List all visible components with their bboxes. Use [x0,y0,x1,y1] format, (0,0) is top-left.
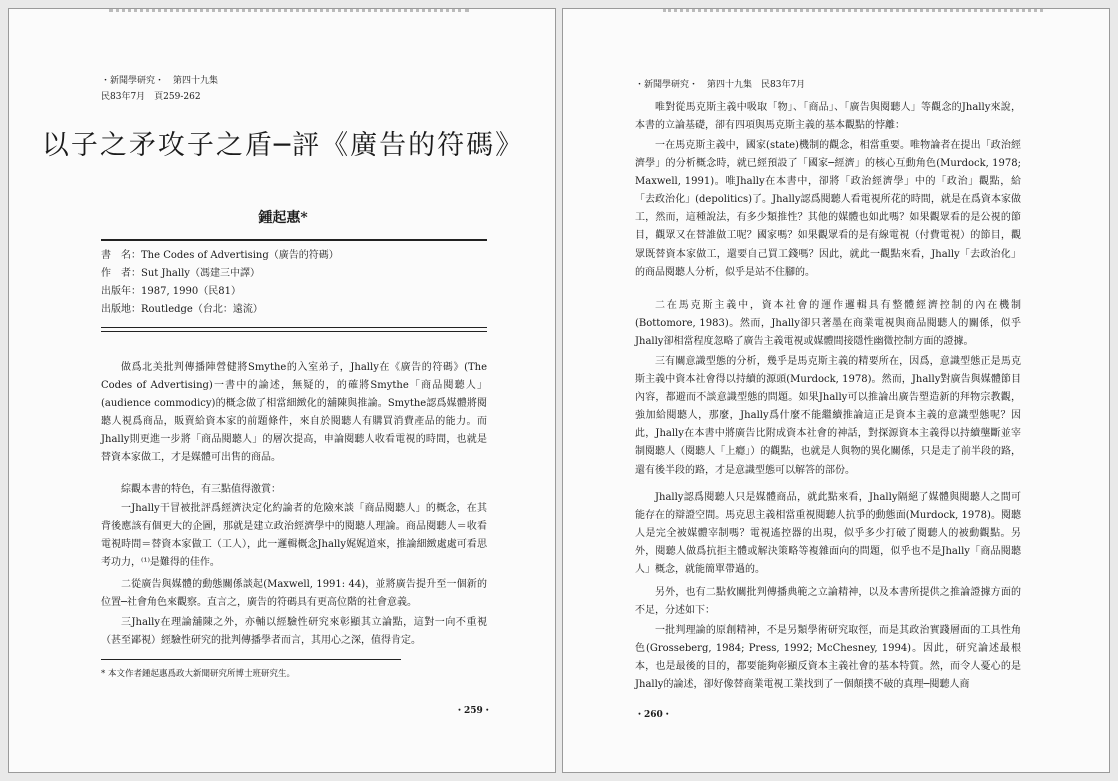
paragraph: 三有關意識型態的分析，幾乎是馬克斯主義的精要所在，因爲，意識型態正是馬克斯主義中資本社會得以持續的源頭(Murdock, 1978)。然而，Jhally對廣告與媒體節目內容，都避而不談意識型態的問題。如果Jhally可以推論出廣告塑造新的拜物宗教觀，強加給閱聽人，那麼，Jhally爲什麼不能繼續推論這正是資本主義的意識型態呢？因此，Jhally在本書中將廣告比附成資本社會的神話，對探源資本主義得以持續壟斷並宰制閱聽人（閱聽人「上癮」）的觀點，也就是人與物的異化關係，只是走了前半段的路，還有後半段的路，才是意識型態可以解答的部份。 [635,356,1021,476]
page-259 [8,8,556,773]
article-title: 以子之矛攻子之盾─評《廣告的符碼》 [41,130,525,161]
divider-bottom [101,327,487,328]
paragraph: 一在馬克斯主義中，國家(state)機制的觀念，相當重要。唯物論者在提出「政治經濟學」的分析概念時，就已經預設了「國家─經濟」的核心互動角色(Murdock, 1978; Maxwell, 1991)。唯Jhally在本書中，卻將「政治經濟學」中的「政治」觀點，給「去政治化」(depolitics)了。Jhally認爲閱聽人看電視所花的時間，就是在爲資本家做工，然而，這種說法，有多少類推性？其他的媒體也如此嗎？如果觀眾看的是公視的節目，觀眾又在替誰做工呢？國家嗎？如果觀眾看的是有線電視（付費電視）的節目，觀眾既替資本家做工，還要自己買工錢嗎？因此，就此一觀點來看，Jhally「去政治化」的商品閱聽人分析，似乎是站不住腳的。 [635,140,1021,278]
paragraph: Jhally認爲閱聽人只是媒體商品，就此點來看，Jhally隔絕了媒體與閱聽人之間可能存在的辯證空間。馬克思主義相當重視閱聽人抗爭的動態面(Murdock, 1978)。閱聽人是完全被媒體宰制嗎？電視遙控器的出現，似乎多少打破了閱聽人的被動觀點。另外，閱聽人做爲抗拒主體或解決策略等複雜面向的問題，似乎也不是Jhally「商品閱聽人」概念，就能簡單帶過的。 [635,492,1021,576]
paragraph: 一批判理論的原創精神，不是另類學術研究取徑，而是其政治實踐層面的工具性角色(Grosseberg, 1984; Press, 1992; McChesney, 1994)。因此，研究論述最根本，也是最後的目的，都要能夠彰顯反資本主義社會的基本特質。然，而令人憂心的是Jhally的論述，卻好像替商業電視工業找到了一個顛撲不破的真理─閱聽人商 [635,625,1021,691]
book-publisher-line: 出版地：Routledge（台北：遠流） [101,304,263,315]
book-info [101,247,487,319]
page-260 [562,8,1110,773]
book-author-line: 作 者：Sut Jhally（馮建三中譯） [101,268,260,279]
paragraph: 綜觀本書的特色，有三點值得激賞： [121,484,281,495]
bleed-through-mark [109,9,469,16]
paragraph: 做爲北美批判傳播陣營健將Smythe的入室弟子，Jhally在《廣告的符碼》(The Codes of Advertising)一書中的論述，無疑的，的確將Smythe「商品閱聽人」(audience commodicy)的概念做了相當細緻化的舖陳與推論。Smythe認爲媒體將閱聽人視爲商品，販賣給資本家的前題條件，來自於閱聽人有購買消費產品的能力。而Jhally則更進一步將「商品閱聽人」的層次提高，申論閱聽人收看電視的時間，也就是替資本家做工，才是媒體可出售的商品。 [101,362,487,464]
paragraph: 一Jhally干冒被批評爲經濟決定化約論者的危險來談「商品閱聽人」的概念，在其背後應該有個更大的企圖，那就是建立政治經濟學中的閱聽人理論。商品閱聽人＝收看電視時間＝替資本家做工（工人），此一邏輯概念Jhally娓娓道來，推論細緻處處可看思考功力，⁽¹⁾是難得的佳作。 [101,503,487,569]
page-number: ・259・ [455,706,492,716]
journal-header: ・新聞學研究・ 第四十九集 民83年7月 [635,80,806,90]
book-year-line: 出版年：1987, 1990（民81） [101,286,241,297]
author-name: 鍾起惠* [258,210,308,226]
page-number: ・260・ [635,710,672,720]
footnote: * 本文作者鍾起惠爲政大新聞研究所博士班研究生。 [101,669,295,679]
issue-date: 民83年7月 頁259-262 [101,92,201,102]
footnote-rule [101,659,401,660]
divider-top [101,239,487,241]
paragraph: 唯對從馬克斯主義中吸取「物」、「商品」、「廣告與閱聽人」等觀念的Jhally來說，本書的立論基礎，卻有四項與馬克斯主義的基本觀點的悖離： [635,102,1021,132]
paragraph: 二從廣告與媒體的動態關係談起(Maxwell, 1991: 44)，並將廣告提升至一個新的位置─社會角色來觀察。直言之，廣告的符碼具有更高位階的社會意義。 [101,579,487,609]
paragraph: 三Jhally在理論舖陳之外，亦輔以經驗性研究來彰顯其立論點，這對一向不重視（甚至鄙視）經驗性研究的批判傳播學者而言，其用心之深，值得肯定。 [101,617,487,647]
paragraph: 二在馬克斯主義中，資本社會的運作邏輯具有整體經濟控制的內在機制(Bottomore, 1983)。然而，Jhally卻只著墨在商業電視與商品閱聽人的關係，似乎Jhally卻相當程度忽略了廣告主義電視或媒體間接隱性幽微控制方面的證據。 [635,300,1021,348]
book-title-line: 書 名：The Codes of Advertising（廣告的符碼） [101,250,339,261]
paragraph: 另外，也有二點攸關批判傳播典範之立論精神，以及本書所提供之推論證據方面的不足，分述如下： [635,587,1021,617]
divider-bottom-2 [101,331,487,332]
bleed-through-mark [663,9,1043,16]
journal-header: ・新聞學研究・ 第四十九集 [101,76,219,86]
